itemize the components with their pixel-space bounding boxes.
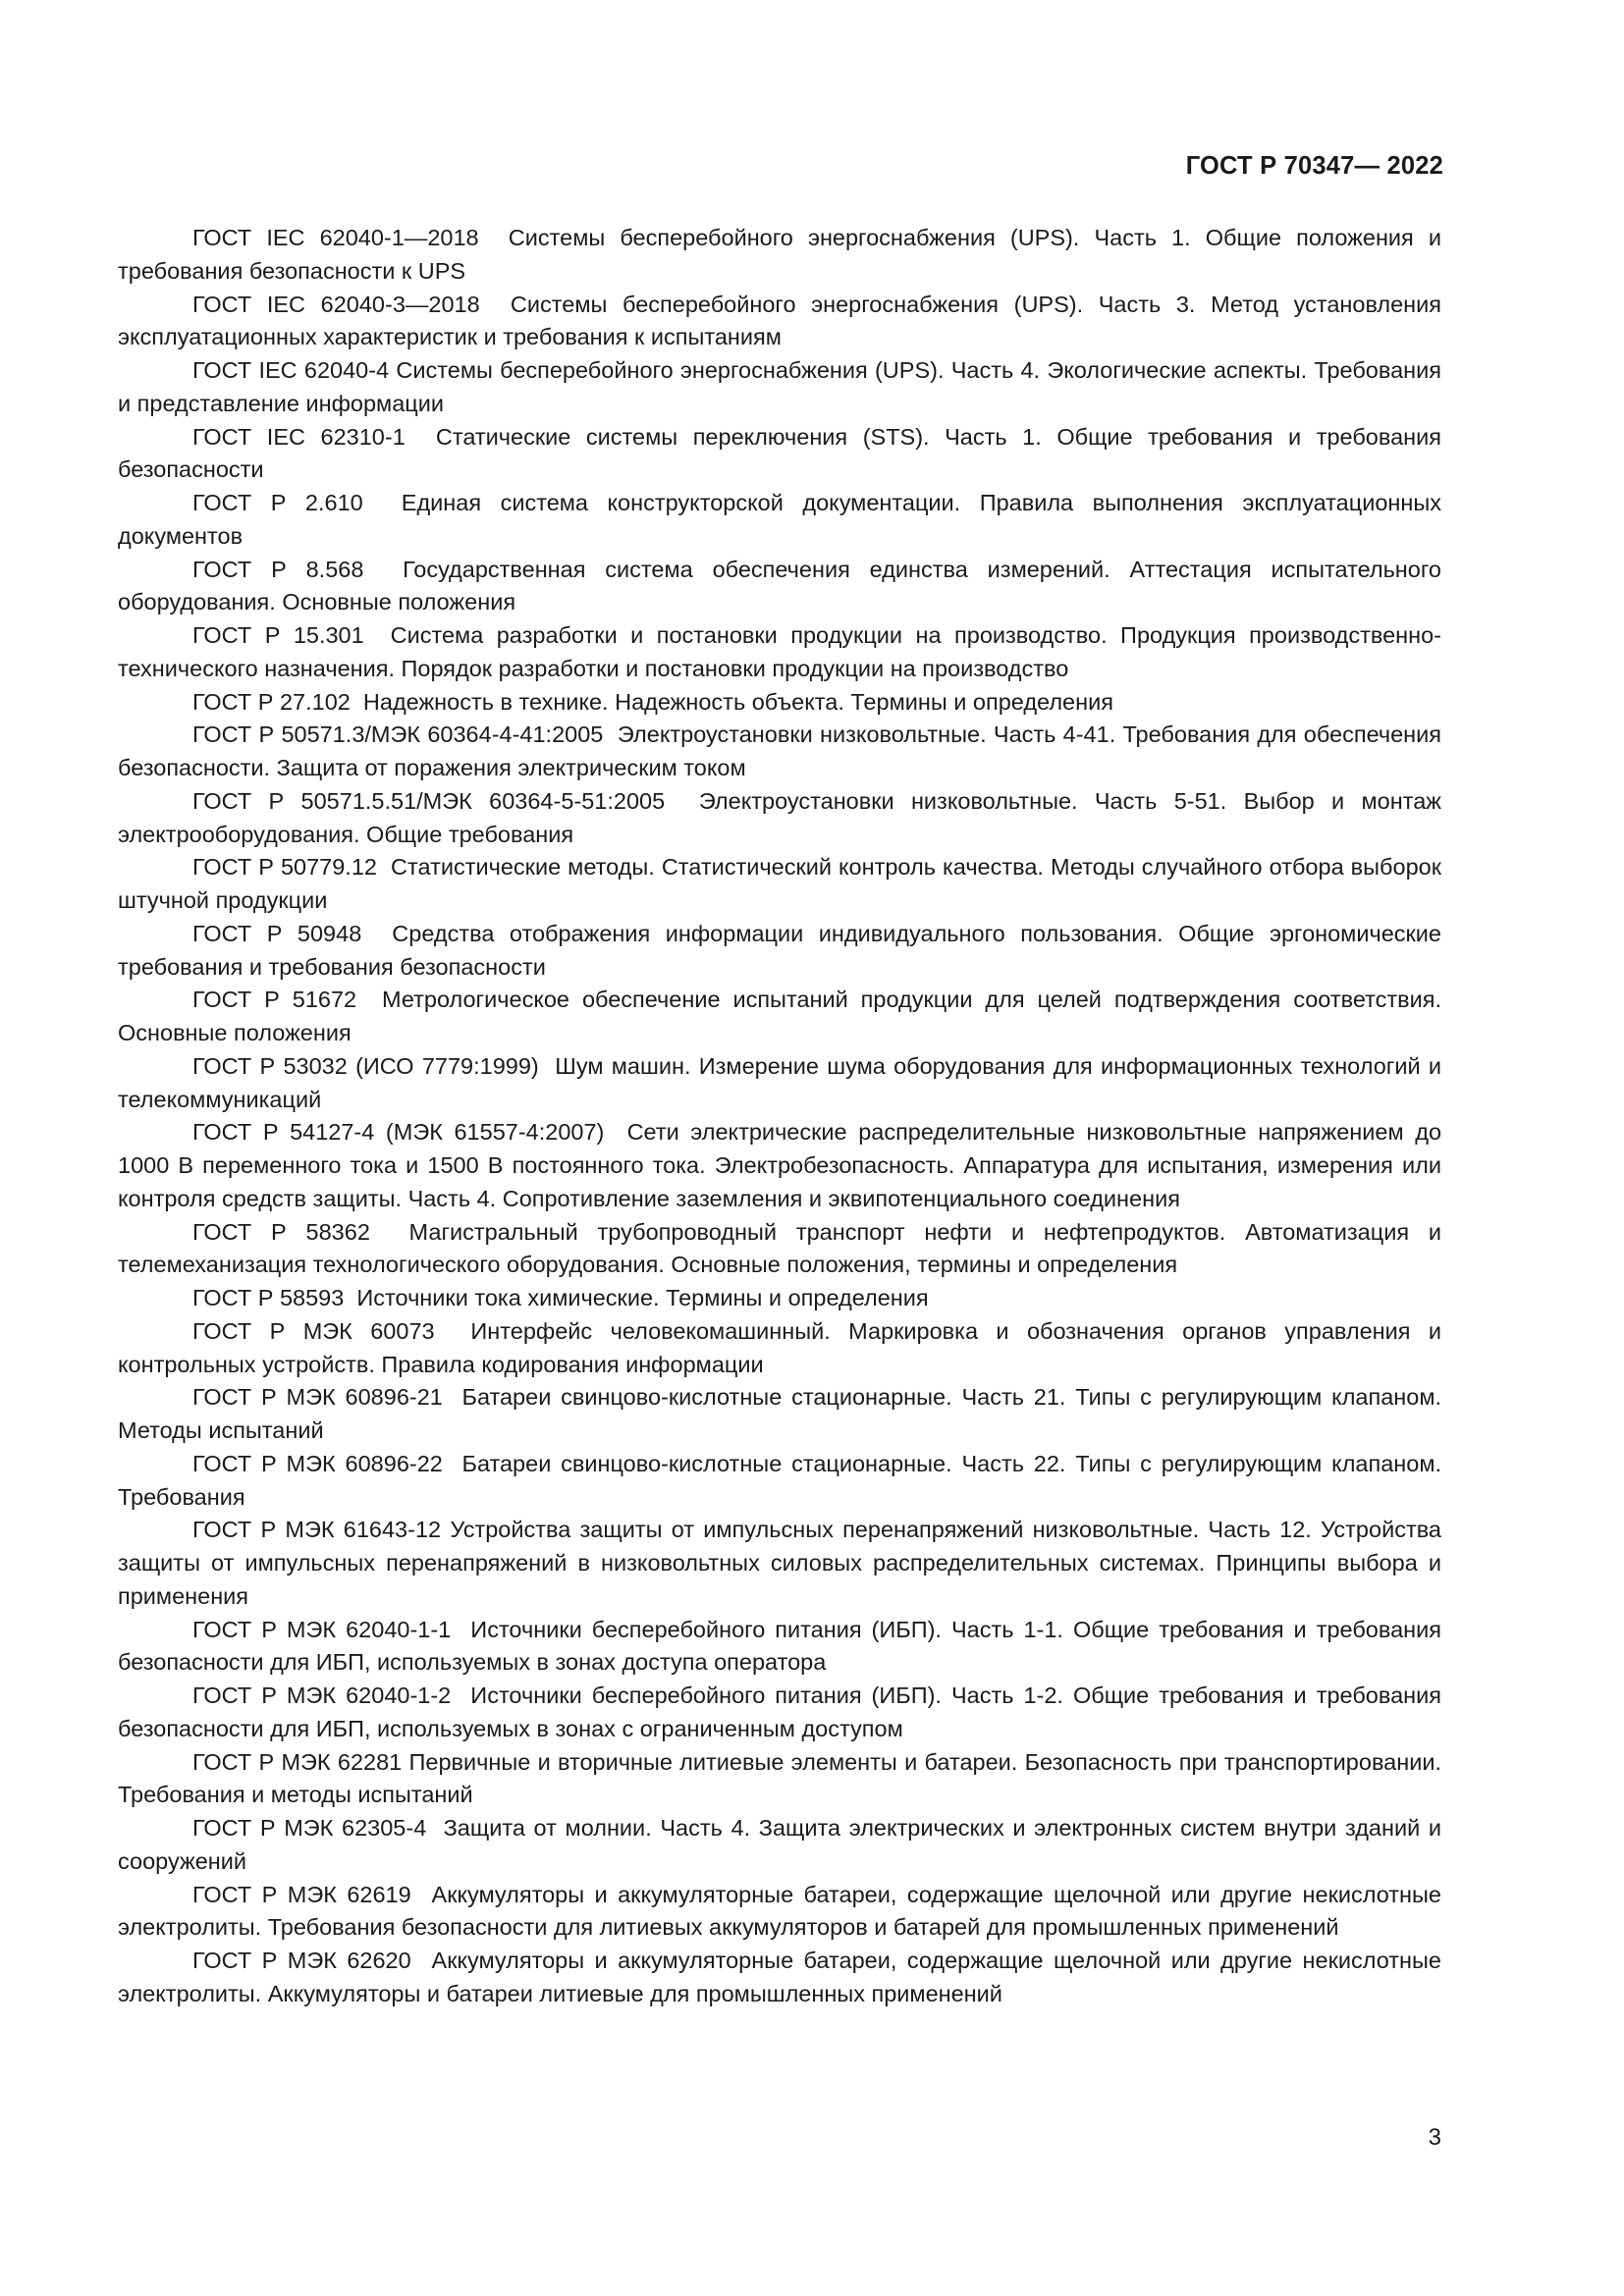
reference-title: Устройства защиты от импульсных перенапряжений низковольтные. Часть 12. Устройства защиты от импульсных перенапряжений в низковольтных силовых распределительных системах. Принципы выбора и применения [118, 1517, 1441, 1609]
reference-entry [118, 289, 1441, 355]
reference-title: Источники тока химические. Термины и определения [356, 1285, 929, 1310]
reference-entry [118, 984, 1441, 1050]
reference-title: Системы бесперебойного энергоснабжения (UPS). Часть 4. Экологические аспекты. Требования и представление информации [118, 357, 1441, 416]
standard-id-header: ГОСТ Р 70347— 2022 [1185, 152, 1443, 180]
reference-code: ГОСТ Р МЭК 62040-1-1 [192, 1616, 452, 1642]
reference-entry [118, 354, 1441, 421]
reference-title: Источники бесперебойного питания (ИБП). Часть 1-1. Общие требования и требования безопасности для ИБП, используемых в зонах доступа оператора [118, 1616, 1441, 1676]
reference-title: Системы бесперебойного энергоснабжения (UPS). Часть 1. Общие положения и требования безопасности к UPS [118, 225, 1441, 284]
reference-entry [118, 1514, 1441, 1613]
reference-code: ГОСТ Р 50571.3/МЭК 60364-4-41:2005 [192, 721, 604, 748]
reference-title: Система разработки и постановки продукции на производство. Продукция производственно-технического назначения. Порядок разработки и постановки продукции на производство [118, 622, 1441, 681]
reference-title: Электроустановки низковольтные. Часть 5-51. Выбор и монтаж электрооборудования. Общие требования [118, 787, 1441, 847]
reference-code: ГОСТ Р 50948 [192, 920, 362, 946]
reference-title: Сети электрические распределительные низковольтные напряжением до 1000 В переменного тока и 1500 В постоянного тока. Электробезопасность. Аппаратура для испытания, измерения или контроля средств защиты. Часть 4. Сопротивление заземления и эквипотенциального соединения [118, 1119, 1442, 1211]
reference-title: Аккумуляторы и аккумуляторные батареи, содержащие щелочной или другие некислотные электролиты. Аккумуляторы и батареи литиевые для промышленных применений [118, 1948, 1441, 2006]
reference-code: ГОСТ Р МЭК 60896-22 [192, 1450, 443, 1476]
reference-entry [118, 851, 1441, 918]
reference-entry [118, 1746, 1441, 1813]
page-number: 3 [1428, 2124, 1441, 2151]
reference-title: Электроустановки низковольтные. Часть 4-41. Требования для обеспечения безопасности. Защита от поражения электрическим током [118, 721, 1441, 780]
reference-code: ГОСТ Р МЭК 61643-12 [192, 1517, 442, 1543]
reference-entry [118, 487, 1441, 554]
reference-code: ГОСТ Р 58593 [192, 1285, 345, 1310]
reference-title: Шум машин. Измерение шума оборудования для информационных технологий и телекоммуникаций [118, 1052, 1441, 1112]
reference-code: ГОСТ Р 54127-4 (МЭК 61557-4:2007) [192, 1119, 605, 1146]
reference-entry [118, 1116, 1441, 1215]
reference-code: ГОСТ Р МЭК 62619 [192, 1881, 411, 1907]
reference-title: Батареи свинцово-кислотные стационарные. Часть 22. Типы с регулирующим клапаном. Требования [118, 1450, 1442, 1510]
reference-code: ГОСТ Р 15.301 [192, 622, 364, 648]
reference-title: Защита от молнии. Часть 4. Защита электрических и электронных систем внутри зданий и сооружений [118, 1815, 1442, 1874]
reference-entry [118, 222, 1441, 289]
reference-code: ГОСТ Р 8.568 [192, 556, 364, 582]
reference-title: Средства отображения информации индивидуального пользования. Общие эргономические требования и требования безопасности [118, 920, 1442, 980]
reference-title: Метрологическое обеспечение испытаний продукции для целей подтверждения соответствия. Основные положения [118, 987, 1441, 1045]
reference-code: ГОСТ Р 50571.5.51/МЭК 60364-5-51:2005 [192, 787, 666, 814]
reference-entry [118, 1282, 1441, 1315]
reference-title: Государственная система обеспечения единства измерений. Аттестация испытательного оборудования. Основные положения [118, 556, 1441, 615]
reference-title: Единая система конструкторской документации. Правила выполнения эксплуатационных документов [118, 490, 1441, 549]
reference-title: Батареи свинцово-кислотные стационарные. Часть 21. Типы с регулирующим клапаном. Методы испытаний [118, 1384, 1442, 1443]
reference-entry [118, 1680, 1441, 1746]
reference-code: ГОСТ Р 51672 [192, 987, 357, 1013]
reference-entry [118, 1448, 1441, 1515]
reference-title: Статические системы переключения (STS). Часть 1. Общие требования и требования безопасности [118, 423, 1441, 483]
reference-entry [118, 1216, 1441, 1283]
reference-entry [118, 1945, 1441, 2011]
reference-code: ГОСТ Р МЭК 60073 [192, 1317, 435, 1344]
reference-title: Системы бесперебойного энергоснабжения (UPS). Часть 3. Метод установления эксплуатационных характеристик и требования к испытаниям [118, 291, 1441, 350]
reference-code: ГОСТ Р 2.610 [192, 490, 363, 515]
reference-code: ГОСТ Р МЭК 62281 [192, 1748, 403, 1775]
reference-code: ГОСТ Р 53032 (ИСО 7779:1999) [192, 1052, 539, 1079]
reference-code: ГОСТ IEC 62040-4 [192, 357, 390, 383]
reference-entry [118, 785, 1441, 852]
reference-code: ГОСТ Р 50779.12 [192, 854, 377, 881]
reference-title: Интерфейс человекомашинный. Маркировка и обозначения органов управления и контрольных устройств. Правила кодирования информации [118, 1317, 1441, 1377]
reference-entry [118, 1050, 1441, 1117]
reference-code: ГОСТ Р МЭК 62620 [192, 1948, 411, 1973]
reference-code: ГОСТ Р 58362 [192, 1218, 370, 1245]
reference-entry [118, 1614, 1441, 1681]
reference-entry [118, 1315, 1441, 1382]
reference-code: ГОСТ IEC 62040-1—2018 [192, 225, 479, 250]
reference-entry [118, 421, 1441, 488]
reference-code: ГОСТ Р МЭК 62040-1-2 [192, 1682, 452, 1708]
reference-code: ГОСТ Р МЭК 60896-21 [192, 1384, 443, 1411]
reference-title: Магистральный трубопроводный транспорт нефти и нефтепродуктов. Автоматизация и телемеханизация технологического оборудования. Основные положения, термины и определения [118, 1218, 1442, 1278]
reference-title: Статистические методы. Статистический контроль качества. Методы случайного отбора выборок штучной продукции [118, 854, 1441, 913]
reference-code: ГОСТ IEC 62310-1 [192, 423, 406, 450]
reference-entry [118, 1879, 1441, 1946]
reference-entry [118, 918, 1441, 985]
reference-title: Надежность в технике. Надежность объекта. Термины и определения [362, 688, 1113, 715]
reference-title: Аккумуляторы и аккумуляторные батареи, содержащие щелочной или другие некислотные электролиты. Требования безопасности для литиевых аккумуляторов и батарей для промышленных применений [118, 1881, 1441, 1941]
normative-references-list [118, 222, 1441, 2011]
reference-title: Источники бесперебойного питания (ИБП). Часть 1-2. Общие требования и требования безопасности для ИБП, используемых в зонах с ограниченным доступом [118, 1682, 1441, 1741]
reference-code: ГОСТ Р МЭК 62305-4 [192, 1815, 427, 1841]
reference-title: Первичные и вторичные литиевые элементы и батареи. Безопасность при транспортировании. Требования и методы испытаний [118, 1748, 1441, 1808]
reference-entry [118, 686, 1441, 720]
reference-code: ГОСТ IEC 62040-3—2018 [192, 291, 480, 317]
reference-entry [118, 1812, 1441, 1879]
reference-entry [118, 554, 1441, 620]
reference-entry [118, 719, 1441, 785]
reference-code: ГОСТ Р 27.102 [192, 688, 351, 715]
reference-entry [118, 619, 1441, 686]
reference-entry [118, 1381, 1441, 1448]
